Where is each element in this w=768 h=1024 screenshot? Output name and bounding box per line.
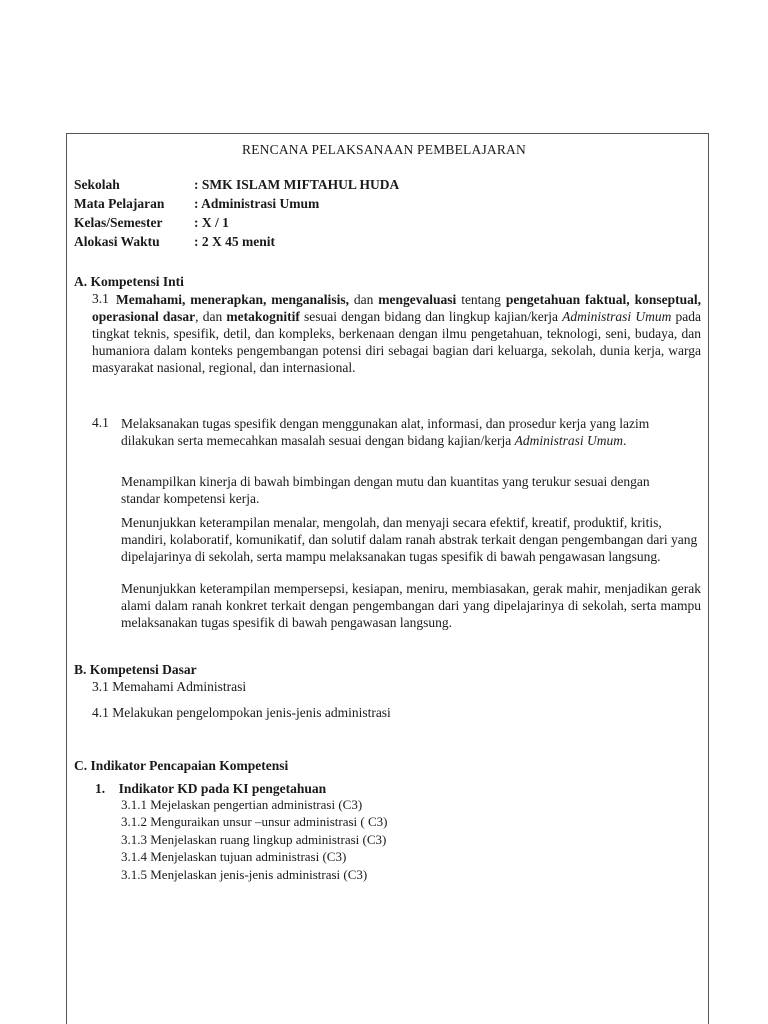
kd-item-4-1: 4.1 Melakukan pengelompokan jenis-jenis administrasi xyxy=(92,705,391,720)
ki3-italic-subject: Administrasi Umum xyxy=(562,309,672,324)
label-mata-pelajaran: Mata Pelajaran xyxy=(74,196,165,211)
value-alokasi-waktu: : 2 X 45 menit xyxy=(194,234,275,249)
indicator-item: 3.1.4 Menjelaskan tujuan administrasi (C3) xyxy=(121,849,347,864)
ki4-paragraph-3: Menunjukkan keterampilan menalar, mengolah, dan menyaji secara efektif, kreatif, produktif, kritis, mandiri, kolaboratif, komunikatif, dan solutif dalam ranah abstrak terkait dengan pengembangan dari yang dipelajarinya di sekolah, serta mampu melaksanakan tugas spesifik di bawah pengawasan langsung. xyxy=(121,515,698,564)
ki3-bold-2: mengevaluasi xyxy=(378,292,457,307)
section-c-heading: C. Indikator Pencapaian Kompetensi xyxy=(74,758,289,773)
ki3-text-4: sesuai dengan bidang dan lingkup kajian/kerja xyxy=(299,309,563,324)
indicator-item: 3.1.5 Menjelaskan jenis-jenis administrasi (C3) xyxy=(121,867,368,882)
label-kelas-semester: Kelas/Semester xyxy=(74,215,163,230)
value-mata-pelajaran: : Administrasi Umum xyxy=(194,196,320,211)
section-c-subheading: 1. Indikator KD pada KI pengetahuan xyxy=(95,781,327,796)
ki3-text-3: , dan xyxy=(195,309,227,324)
label-alokasi-waktu: Alokasi Waktu xyxy=(74,234,160,249)
ki3-number: 3.1 xyxy=(92,291,109,306)
value-kelas-semester: : X / 1 xyxy=(194,215,229,230)
ki4-text-2: . xyxy=(623,433,627,448)
kd-item-3-1: 3.1 Memahami Administrasi xyxy=(92,679,247,694)
ki4-text-1: Melaksanakan tugas spesifik dengan menggunakan alat, informasi, dan prosedur kerja yang lazim dilakukan serta memecahkan masalah sesuai dengan bidang kajian/kerja xyxy=(121,416,650,448)
indicator-item: 3.1.1 Mejelaskan pengertian administrasi (C3) xyxy=(121,797,363,812)
ki4-number: 4.1 xyxy=(92,415,109,430)
ki4-paragraph-1 xyxy=(121,415,701,449)
ki3-text-1: dan xyxy=(348,292,379,307)
ki3-text-2: tentang xyxy=(456,292,506,307)
document-border xyxy=(66,133,709,1024)
ki4-paragraph-4: Menunjukkan keterampilan mempersepsi, kesiapan, meniru, membiasakan, gerak mahir, menjadikan gerak alami dalam ranah konkret terkait dengan pengembangan dari yang dipelajarinya di sekolah, serta mampu melaksanakan tugas spesifik di bawah pengawasan langsung. xyxy=(121,581,701,630)
document-title: RENCANA PELAKSANAAN PEMBELAJARAN xyxy=(242,142,526,157)
ki3-bold-3: pengetahuan faktual, konseptual, operasional dasar xyxy=(92,292,701,324)
ki3-text-5: pada tingkat teknis, spesifik, detil, dan kompleks, berkenaan dengan ilmu pengetahuan, teknologi, seni, budaya, dan humaniora dalam konteks pengembangan potensi diri sebagai bagian dari keluarga, sekolah, dunia kerja, warga masyarakat nasional, regional, dan internasional. xyxy=(92,309,701,375)
section-a-heading: A. Kompetensi Inti xyxy=(74,274,184,289)
label-sekolah: Sekolah xyxy=(74,177,120,192)
ki4-paragraph-2: Menampilkan kinerja di bawah bimbingan dengan mutu dan kuantitas yang terukur sesuai dengan standar kompetensi kerja. xyxy=(121,474,650,506)
indicator-item: 3.1.2 Menguraikan unsur –unsur administrasi ( C3) xyxy=(121,814,388,829)
ki3-bold-4: metakognitif xyxy=(226,309,300,324)
ki3-bold-1: Memahami, menerapkan, menganalisis, xyxy=(116,292,349,307)
ki4-italic-subject: Administrasi Umum xyxy=(514,433,623,448)
indicator-item: 3.1.3 Menjelaskan ruang lingkup administrasi (C3) xyxy=(121,832,387,847)
value-sekolah: : SMK ISLAM MIFTAHUL HUDA xyxy=(194,177,400,192)
ki3-paragraph xyxy=(92,291,701,376)
section-b-heading: B. Kompetensi Dasar xyxy=(74,662,197,677)
